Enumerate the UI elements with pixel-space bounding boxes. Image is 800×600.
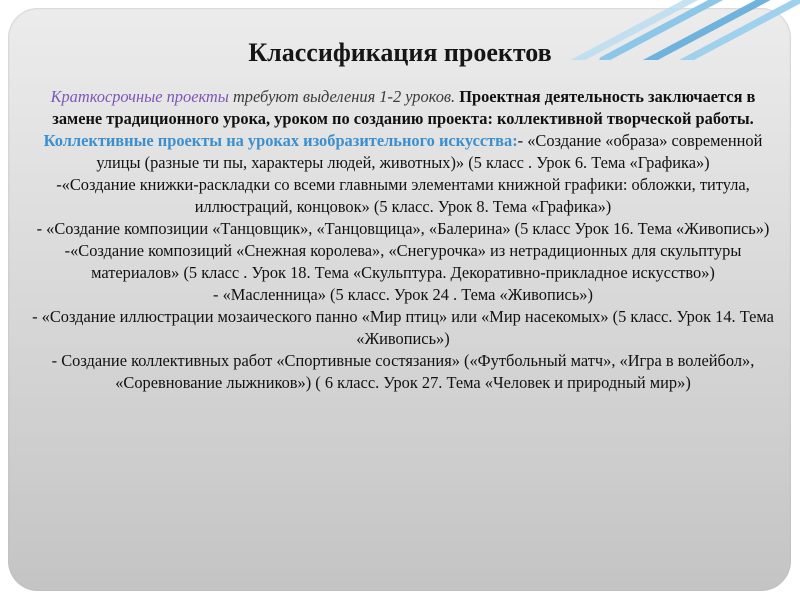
short-projects-term: Краткосрочные проекты	[50, 87, 229, 106]
project-item: - Создание коллективных работ «Спортивные состязания» («Футбольный матч», «Игра в волейбол», «Соревнование лыжников») ( 6 класс. Урок 27. Тема «Человек и природный мир»)	[51, 351, 755, 392]
project-item: -«Создание композиций «Снежная королева», «Снегурочка» из нетрадиционных для скульптуры материалов» (5 класс . Урок 18. Тема «Скульптура. Декоративно-прикладное искусство»)	[64, 241, 742, 282]
project-item: - «Создание «образа» современной улицы (разные ти пы, характеры людей, животных)» (5 класс . Урок 6. Тема «Графика»)	[96, 131, 763, 172]
slide-body	[32, 86, 774, 394]
short-projects-requirement: требуют выделения 1-2 уроков.	[228, 87, 460, 106]
slide-title: Классификация проектов	[248, 38, 552, 67]
project-item: - «Создание иллюстрации мозаического панно «Мир птиц» или «Мир насекомых» (5 класс. Урок 14. Тема «Живопись»)	[32, 307, 774, 348]
project-item: - «Масленница» (5 класс. Урок 24 . Тема «Живопись»)	[213, 285, 593, 304]
project-item: -«Создание книжки-раскладки со всеми главными элементами книжной графики: обложки, титула, иллюстраций, концовок» (5 класс. Урок 8. Тема «Графика»)	[56, 175, 750, 216]
project-activity-description: Проектная деятельность заключается в замене традиционного урока, уроком по созданию проекта: коллективной творческой работы.	[52, 87, 756, 128]
collective-projects-heading: Коллективные проекты на уроках изобразительного искусства:	[43, 131, 518, 150]
project-item: - «Создание композиции «Танцовщик», «Танцовщица», «Балерина» (5 класс Урок 16. Тема «Живопись»)	[36, 219, 770, 238]
